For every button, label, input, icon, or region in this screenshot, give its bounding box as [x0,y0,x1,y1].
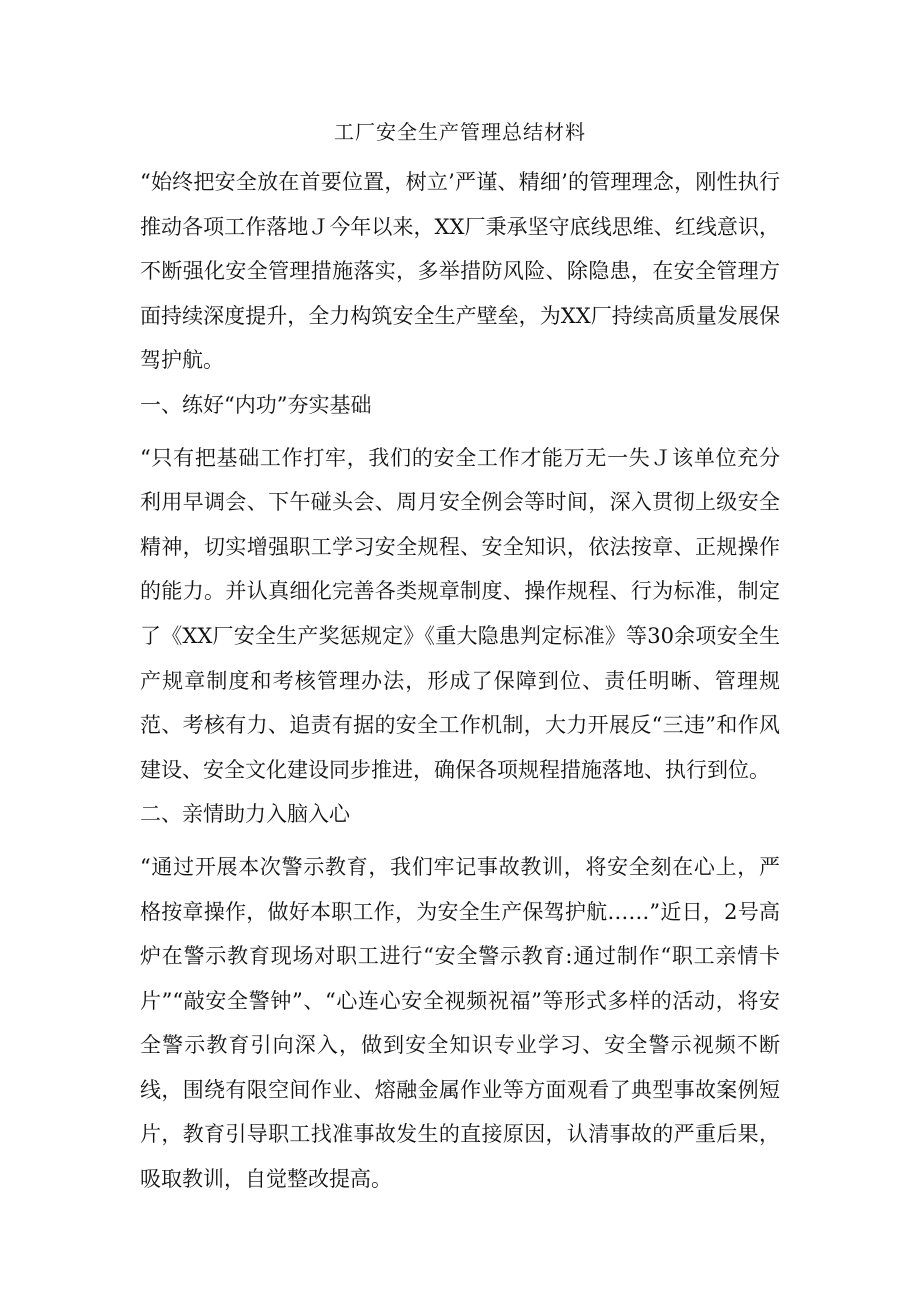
intro-paragraph: “始终把安全放在首要位置，树立’严谨、精细’的管理理念，刚性执行推动各项工作落地Ｊ今年以来，XX厂秉承坚守底线思维、红线意识，不断强化安全管理措施落实，多举措防风险、除隐患，在安全管理方面持续深度提升，全力构筑安全生产壁垒，为XX厂持续高质量发展保驾护航。 [140,170,780,373]
section-2-heading: 二、亲情助力入脑入心 [140,802,350,827]
section-2-paragraph: “通过开展本次警示教育，我们牢记事故教训，将安全刻在心上，严格按章操作，做好本职工作，为安全生产保驾护航……”近日，2号高炉在警示教育现场对职工进行“安全警示教育:通过制作“职工亲情卡片”“敲安全警钟”、“心连心安全视频祝福”等形式多样的活动，将安全警示教育引向深入，做到安全知识专业学习、安全警示视频不断线，围绕有限空间作业、熔融金属作业等方面观看了典型事故案例短片，教育引导职工找准事故发生的直接原因，认清事故的严重后果，吸取教训，自觉整改提高。 [140,854,780,1192]
section-1-paragraph: “只有把基础工作打牢，我们的安全工作才能万无一失Ｊ该单位充分利用早调会、下午碰头会、周月安全例会等时间，深入贯彻上级安全精神，切实增强职工学习安全规程、安全知识，依法按章、正规操作的能力。并认真细化完善各类规章制度、操作规程、行为标准，制定了《XX厂安全生产奖惩规定》《重大隐患判定标准》等30余项安全生产规章制度和考核管理办法，形成了保障到位、责任明晰、管理规范、考核有力、追责有据的安全工作机制，大力开展反“三违”和作风建设、安全文化建设同步推进，确保各项规程措施落地、执行到位。 [140,445,780,782]
section-gap [140,837,780,845]
section-gap [140,428,780,436]
document-title: 工厂安全生产管理总结材料 [334,120,586,144]
section-1-heading: 一、练好“内功”夯实基础 [140,392,372,417]
document-body [140,160,780,1202]
